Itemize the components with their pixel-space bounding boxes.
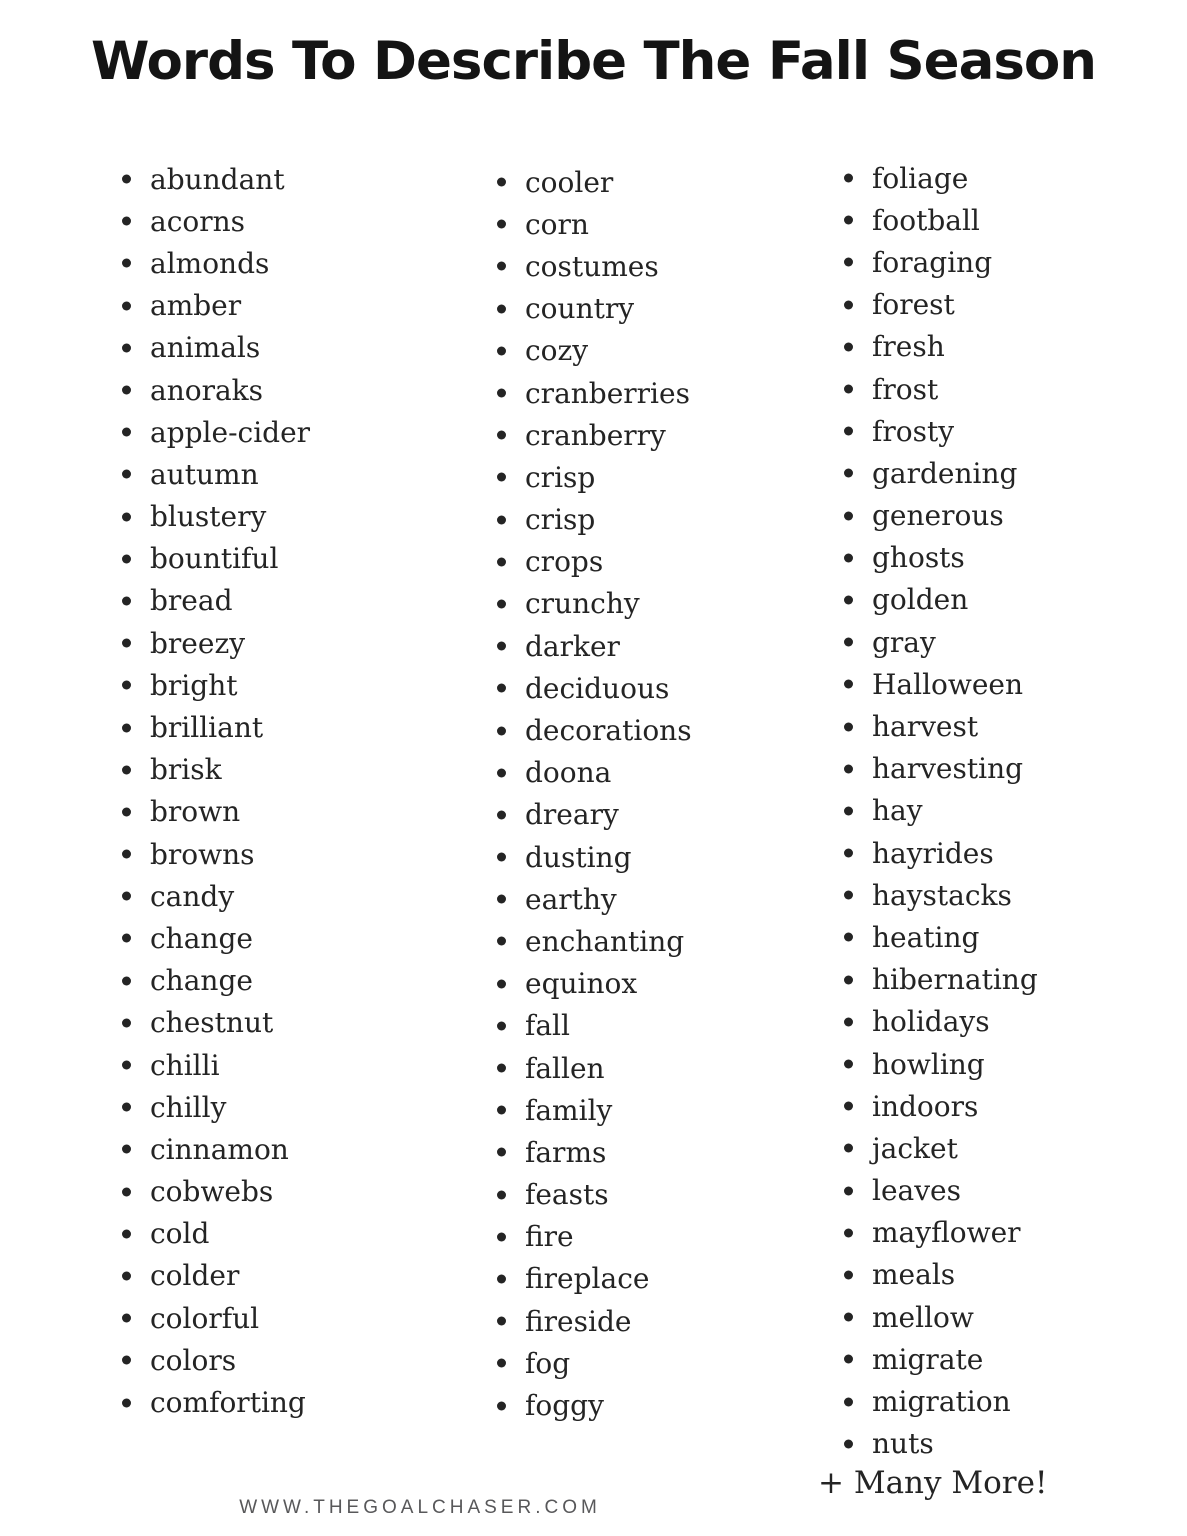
word-label: migration bbox=[872, 1385, 1011, 1419]
bullet-icon bbox=[497, 515, 506, 524]
list-item bbox=[496, 836, 692, 878]
list-item bbox=[843, 452, 1038, 494]
bullet-icon bbox=[497, 346, 506, 355]
word-label: fireside bbox=[525, 1304, 632, 1338]
bullet-icon bbox=[497, 895, 506, 904]
word-label: decorations bbox=[525, 714, 692, 748]
word-label: amber bbox=[150, 289, 242, 323]
bullet-icon bbox=[122, 765, 131, 774]
word-label: crunchy bbox=[525, 587, 640, 621]
word-label: cold bbox=[150, 1217, 210, 1251]
bullet-icon bbox=[497, 937, 506, 946]
list-item bbox=[843, 832, 1038, 874]
bullet-icon bbox=[122, 1356, 131, 1365]
word-label: fireplace bbox=[525, 1262, 650, 1296]
word-label: browns bbox=[150, 837, 255, 871]
word-label: crisp bbox=[525, 503, 596, 537]
bullet-icon bbox=[497, 853, 506, 862]
word-label: country bbox=[525, 292, 635, 326]
word-label: generous bbox=[872, 499, 1004, 533]
list-item bbox=[121, 453, 310, 495]
word-label: almonds bbox=[150, 246, 270, 280]
list-item bbox=[843, 663, 1038, 705]
bullet-icon bbox=[497, 304, 506, 313]
word-label: fresh bbox=[872, 330, 945, 364]
word-label: ghosts bbox=[872, 541, 965, 575]
bullet-icon bbox=[497, 178, 506, 187]
list-item bbox=[496, 330, 692, 372]
list-item bbox=[843, 579, 1038, 621]
bullet-icon bbox=[497, 1359, 506, 1368]
bullet-icon bbox=[122, 343, 131, 352]
word-label: equinox bbox=[525, 967, 638, 1001]
word-label: darker bbox=[525, 629, 620, 663]
bullet-icon bbox=[497, 599, 506, 608]
word-label: hay bbox=[872, 794, 923, 828]
bullet-icon bbox=[497, 389, 506, 398]
list-item bbox=[496, 499, 692, 541]
bullet-icon bbox=[844, 511, 853, 520]
list-item bbox=[121, 1086, 310, 1128]
word-label: crisp bbox=[525, 460, 596, 494]
bullet-icon bbox=[122, 1314, 131, 1323]
word-label: cranberry bbox=[525, 418, 666, 452]
list-item bbox=[121, 496, 310, 538]
bullet-icon bbox=[844, 469, 853, 478]
bullet-icon bbox=[844, 1102, 853, 1111]
word-label: dreary bbox=[525, 798, 619, 832]
bullet-icon bbox=[497, 810, 506, 819]
word-label: bread bbox=[150, 584, 233, 618]
list-item bbox=[496, 456, 692, 498]
word-label: leaves bbox=[872, 1174, 961, 1208]
list-item bbox=[121, 1213, 310, 1255]
word-label: harvesting bbox=[872, 752, 1024, 786]
bullet-icon bbox=[844, 1439, 853, 1448]
list-item bbox=[496, 414, 692, 456]
bullet-icon bbox=[844, 1186, 853, 1195]
website-url: WWW.THEGOALCHASER.COM bbox=[239, 1497, 601, 1518]
bullet-icon bbox=[497, 557, 506, 566]
bullet-icon bbox=[844, 891, 853, 900]
list-item bbox=[121, 791, 310, 833]
list-item bbox=[496, 1131, 692, 1173]
word-label: indoors bbox=[872, 1089, 979, 1123]
bullet-icon bbox=[122, 470, 131, 479]
bullet-icon bbox=[844, 764, 853, 773]
list-item bbox=[121, 833, 310, 875]
bullet-icon bbox=[497, 1401, 506, 1410]
bullet-icon bbox=[122, 934, 131, 943]
list-item bbox=[496, 1342, 692, 1384]
page-title: Words To Describe The Fall Season bbox=[90, 31, 1097, 92]
bullet-icon bbox=[844, 849, 853, 858]
word-label: hibernating bbox=[872, 963, 1038, 997]
word-label: bountiful bbox=[150, 542, 279, 576]
bullet-icon bbox=[122, 554, 131, 563]
word-label: cooler bbox=[525, 165, 614, 199]
list-item bbox=[843, 1212, 1038, 1254]
list-item bbox=[843, 1085, 1038, 1127]
bullet-icon bbox=[122, 850, 131, 859]
word-label: corn bbox=[525, 207, 589, 241]
word-label: animals bbox=[150, 331, 261, 365]
bullet-icon bbox=[122, 1103, 131, 1112]
bullet-icon bbox=[122, 1061, 131, 1070]
bullet-icon bbox=[122, 723, 131, 732]
word-label: fallen bbox=[525, 1051, 605, 1085]
bullet-icon bbox=[122, 1398, 131, 1407]
bullet-icon bbox=[844, 342, 853, 351]
list-item bbox=[496, 667, 692, 709]
word-label: autumn bbox=[150, 457, 259, 491]
bullet-icon bbox=[844, 680, 853, 689]
bullet-icon bbox=[497, 1021, 506, 1030]
list-item bbox=[843, 748, 1038, 790]
bullet-icon bbox=[844, 300, 853, 309]
list-item bbox=[121, 664, 310, 706]
word-list-column-3 bbox=[843, 157, 1038, 1465]
list-item bbox=[121, 1381, 310, 1423]
list-item bbox=[496, 288, 692, 330]
word-label: blustery bbox=[150, 500, 267, 534]
list-item bbox=[496, 372, 692, 414]
word-label: anoraks bbox=[150, 373, 263, 407]
word-label: holidays bbox=[872, 1005, 990, 1039]
word-label: chilli bbox=[150, 1048, 220, 1082]
word-label: nuts bbox=[872, 1427, 934, 1461]
bullet-icon bbox=[844, 975, 853, 984]
list-item bbox=[121, 327, 310, 369]
word-label: colors bbox=[150, 1343, 237, 1377]
list-item bbox=[496, 709, 692, 751]
list-item bbox=[496, 1047, 692, 1089]
list-item bbox=[121, 1339, 310, 1381]
word-label: apple-cider bbox=[150, 415, 311, 449]
bullet-icon bbox=[497, 220, 506, 229]
word-label: fall bbox=[525, 1009, 570, 1043]
word-label: howling bbox=[872, 1047, 985, 1081]
list-item bbox=[496, 161, 692, 203]
bullet-icon bbox=[122, 1018, 131, 1027]
list-item bbox=[121, 622, 310, 664]
word-label: change bbox=[150, 964, 253, 998]
list-item bbox=[843, 537, 1038, 579]
list-item bbox=[121, 285, 310, 327]
list-item bbox=[843, 495, 1038, 537]
word-label: gardening bbox=[872, 456, 1018, 490]
bullet-icon bbox=[497, 768, 506, 777]
word-label: acorns bbox=[150, 204, 246, 238]
list-item bbox=[843, 705, 1038, 747]
list-item bbox=[121, 917, 310, 959]
list-item bbox=[843, 368, 1038, 410]
list-item bbox=[121, 1002, 310, 1044]
bullet-icon bbox=[844, 595, 853, 604]
bullet-icon bbox=[844, 1313, 853, 1322]
word-list-column-1 bbox=[121, 158, 310, 1424]
bullet-icon bbox=[497, 1274, 506, 1283]
list-item bbox=[843, 1423, 1038, 1465]
bullet-icon bbox=[497, 1317, 506, 1326]
list-item bbox=[496, 794, 692, 836]
list-item bbox=[496, 541, 692, 583]
word-label: football bbox=[872, 203, 980, 237]
list-item bbox=[121, 242, 310, 284]
bullet-icon bbox=[122, 639, 131, 648]
word-label: enchanting bbox=[525, 924, 685, 958]
bullet-icon bbox=[497, 473, 506, 482]
list-item bbox=[496, 583, 692, 625]
bullet-icon bbox=[122, 807, 131, 816]
list-item bbox=[121, 1128, 310, 1170]
bullet-icon bbox=[497, 642, 506, 651]
bullet-icon bbox=[844, 258, 853, 267]
word-label: deciduous bbox=[525, 671, 670, 705]
bullet-icon bbox=[497, 1190, 506, 1199]
word-label: foraging bbox=[872, 245, 993, 279]
bullet-icon bbox=[497, 1232, 506, 1241]
word-label: crops bbox=[525, 545, 604, 579]
bullet-icon bbox=[844, 1144, 853, 1153]
bullet-icon bbox=[844, 553, 853, 562]
bullet-icon bbox=[122, 512, 131, 521]
bullet-icon bbox=[122, 976, 131, 985]
list-item bbox=[843, 959, 1038, 1001]
list-item bbox=[843, 199, 1038, 241]
word-label: golden bbox=[872, 583, 969, 617]
word-label: colder bbox=[150, 1259, 240, 1293]
list-item bbox=[496, 1005, 692, 1047]
bullet-icon bbox=[122, 892, 131, 901]
bullet-icon bbox=[122, 301, 131, 310]
list-item bbox=[843, 874, 1038, 916]
bullet-icon bbox=[844, 1355, 853, 1364]
list-item bbox=[843, 326, 1038, 368]
list-item bbox=[496, 878, 692, 920]
list-item bbox=[121, 1297, 310, 1339]
list-item bbox=[843, 241, 1038, 283]
bullet-icon bbox=[844, 1270, 853, 1279]
bullet-icon bbox=[122, 1145, 131, 1154]
list-item bbox=[843, 790, 1038, 832]
word-label: frost bbox=[872, 372, 939, 406]
bullet-icon bbox=[497, 684, 506, 693]
bullet-icon bbox=[122, 217, 131, 226]
bullet-icon bbox=[844, 1228, 853, 1237]
list-item bbox=[121, 875, 310, 917]
list-item bbox=[843, 410, 1038, 452]
list-item bbox=[121, 369, 310, 411]
word-label: foggy bbox=[525, 1389, 604, 1423]
word-label: gray bbox=[872, 625, 936, 659]
list-item bbox=[496, 752, 692, 794]
list-item bbox=[121, 580, 310, 622]
word-label: comforting bbox=[150, 1386, 306, 1420]
word-label: chestnut bbox=[150, 1006, 274, 1040]
list-item bbox=[121, 1044, 310, 1086]
word-label: hayrides bbox=[872, 836, 994, 870]
bullet-icon bbox=[122, 259, 131, 268]
word-label: family bbox=[525, 1093, 613, 1127]
list-item bbox=[496, 1089, 692, 1131]
bullet-icon bbox=[122, 1187, 131, 1196]
list-item bbox=[496, 1384, 692, 1426]
word-label: haystacks bbox=[872, 878, 1012, 912]
bullet-icon bbox=[497, 1106, 506, 1115]
list-item bbox=[843, 284, 1038, 326]
list-item bbox=[843, 621, 1038, 663]
word-label: jacket bbox=[872, 1131, 958, 1165]
word-label: heating bbox=[872, 920, 980, 954]
word-label: cozy bbox=[525, 334, 589, 368]
list-item bbox=[121, 200, 310, 242]
bullet-icon bbox=[844, 806, 853, 815]
list-item bbox=[843, 1254, 1038, 1296]
bullet-icon bbox=[122, 681, 131, 690]
list-item bbox=[121, 749, 310, 791]
bullet-icon bbox=[497, 1064, 506, 1073]
list-item bbox=[843, 157, 1038, 199]
list-item bbox=[843, 916, 1038, 958]
many-more-note: + Many More! bbox=[818, 1465, 1048, 1501]
list-item bbox=[843, 1380, 1038, 1422]
list-item bbox=[843, 1170, 1038, 1212]
word-label: cobwebs bbox=[150, 1175, 274, 1209]
list-item bbox=[121, 158, 310, 200]
word-label: chilly bbox=[150, 1090, 227, 1124]
word-label: candy bbox=[150, 879, 235, 913]
list-item bbox=[496, 1216, 692, 1258]
bullet-icon bbox=[122, 1271, 131, 1280]
bullet-icon bbox=[497, 726, 506, 735]
list-item bbox=[843, 1338, 1038, 1380]
word-label: cranberries bbox=[525, 376, 690, 410]
word-label: earthy bbox=[525, 882, 617, 916]
bullet-icon bbox=[497, 262, 506, 271]
word-list-column-2 bbox=[496, 161, 692, 1427]
word-label: doona bbox=[525, 756, 612, 790]
bullet-icon bbox=[122, 428, 131, 437]
word-label: foliage bbox=[872, 161, 969, 195]
list-item bbox=[496, 1258, 692, 1300]
list-item bbox=[121, 960, 310, 1002]
bullet-icon bbox=[844, 1060, 853, 1069]
word-label: Halloween bbox=[872, 667, 1024, 701]
word-label: cinnamon bbox=[150, 1132, 289, 1166]
word-label: mayflower bbox=[872, 1216, 1021, 1250]
bullet-icon bbox=[844, 385, 853, 394]
word-label: brisk bbox=[150, 753, 222, 787]
list-item bbox=[496, 245, 692, 287]
list-item bbox=[121, 1255, 310, 1297]
word-label: colorful bbox=[150, 1301, 260, 1335]
list-item bbox=[496, 1174, 692, 1216]
word-label: abundant bbox=[150, 162, 285, 196]
bullet-icon bbox=[844, 638, 853, 647]
list-item bbox=[496, 963, 692, 1005]
word-label: harvest bbox=[872, 710, 979, 744]
list-item bbox=[121, 706, 310, 748]
word-label: mellow bbox=[872, 1300, 974, 1334]
word-label: dusting bbox=[525, 840, 632, 874]
word-label: bright bbox=[150, 668, 238, 702]
bullet-icon bbox=[497, 979, 506, 988]
list-item bbox=[496, 920, 692, 962]
bullet-icon bbox=[497, 431, 506, 440]
bullet-icon bbox=[844, 427, 853, 436]
bullet-icon bbox=[497, 1148, 506, 1157]
bullet-icon bbox=[122, 386, 131, 395]
word-label: fire bbox=[525, 1220, 574, 1254]
bullet-icon bbox=[122, 1229, 131, 1238]
bullet-icon bbox=[844, 216, 853, 225]
word-label: costumes bbox=[525, 249, 659, 283]
word-label: forest bbox=[872, 288, 955, 322]
list-item bbox=[496, 203, 692, 245]
bullet-icon bbox=[844, 933, 853, 942]
word-label: farms bbox=[525, 1135, 607, 1169]
word-label: brown bbox=[150, 795, 241, 829]
bullet-icon bbox=[122, 596, 131, 605]
word-label: fog bbox=[525, 1346, 571, 1380]
bullet-icon bbox=[844, 1017, 853, 1026]
list-item bbox=[496, 1300, 692, 1342]
word-label: meals bbox=[872, 1258, 956, 1292]
list-item bbox=[121, 411, 310, 453]
bullet-icon bbox=[844, 722, 853, 731]
bullet-icon bbox=[844, 1397, 853, 1406]
bullet-icon bbox=[122, 175, 131, 184]
list-item bbox=[843, 1001, 1038, 1043]
word-label: breezy bbox=[150, 626, 246, 660]
word-label: frosty bbox=[872, 414, 955, 448]
list-item bbox=[121, 538, 310, 580]
list-item bbox=[121, 1171, 310, 1213]
word-label: brilliant bbox=[150, 711, 264, 745]
list-item bbox=[496, 625, 692, 667]
bullet-icon bbox=[844, 174, 853, 183]
word-label: change bbox=[150, 921, 253, 955]
list-item bbox=[843, 1127, 1038, 1169]
list-item bbox=[843, 1043, 1038, 1085]
word-label: feasts bbox=[525, 1178, 609, 1212]
list-item bbox=[843, 1296, 1038, 1338]
word-label: migrate bbox=[872, 1342, 984, 1376]
